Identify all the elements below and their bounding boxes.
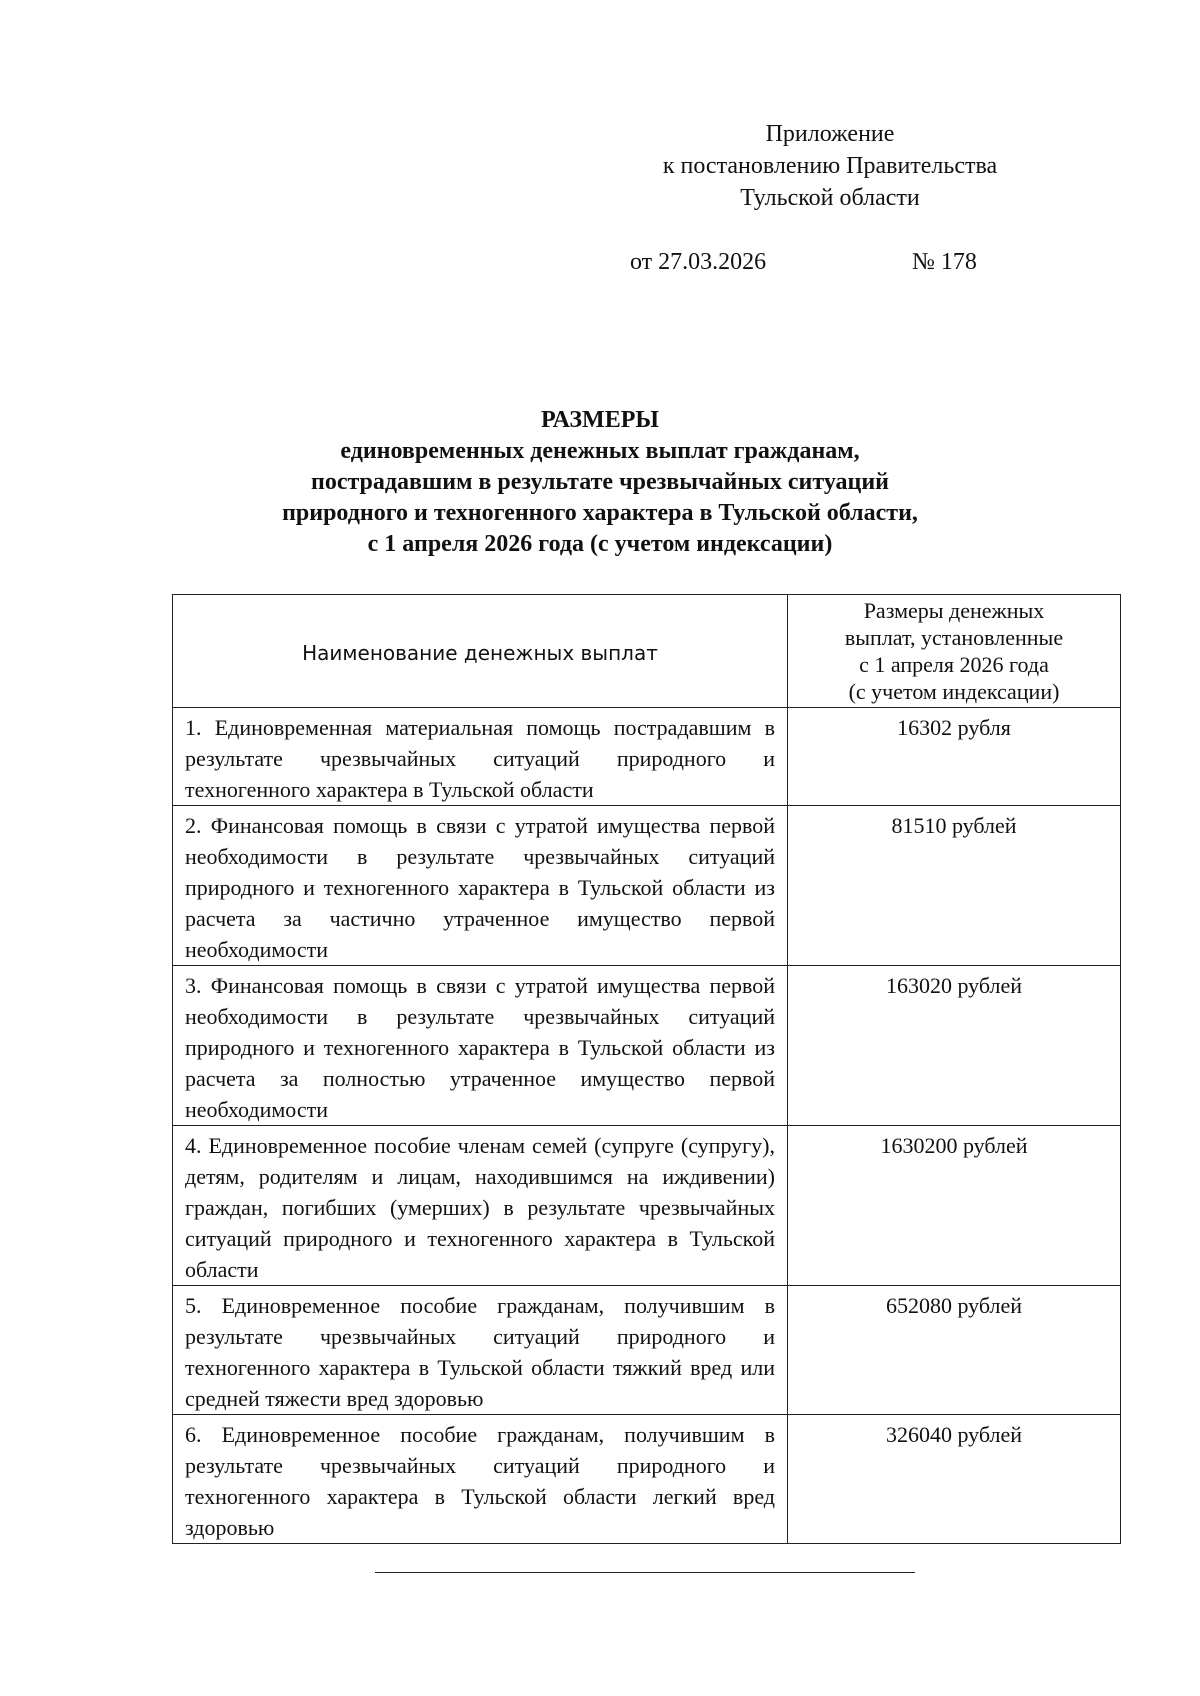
row-1-name: 1. Единовременная материальная помощь пострадавшим в результате чрезвычайных ситуаций природного и техногенного характера в Тульской области bbox=[173, 708, 788, 806]
title-line-3: природного и техногенного характера в Тульской области, bbox=[282, 500, 918, 526]
appendix-line-2: к постановлению Правительства bbox=[662, 153, 998, 179]
row-6-amount: 326040 рублей bbox=[788, 1415, 1121, 1544]
appendix-header bbox=[620, 118, 1040, 214]
row-2-name: 2. Финансовая помощь в связи с утратой имущества первой необходимости в результате чрезвычайных ситуаций природного и техногенного характера в Тульской области из расчета за частично утраченное имущество первой необходимости bbox=[173, 806, 788, 966]
appendix-line-3: Тульской области bbox=[740, 185, 920, 211]
table-row bbox=[173, 1126, 1121, 1286]
header-amount-line-2: выплат, установленные bbox=[844, 625, 1064, 650]
table-row bbox=[173, 966, 1121, 1126]
header-amount bbox=[788, 595, 1121, 708]
title-line-1: единовременных денежных выплат гражданам, bbox=[340, 438, 860, 464]
title-line-4: с 1 апреля 2026 года (с учетом индексации) bbox=[367, 531, 833, 557]
row-3-name: 3. Финансовая помощь в связи с утратой имущества первой необходимости в результате чрезвычайных ситуаций природного и техногенного характера в Тульской области из расчета за полностью утраченное имущество первой необходимости bbox=[173, 966, 788, 1126]
payments-table bbox=[172, 594, 1121, 1544]
table-row bbox=[173, 806, 1121, 966]
row-6-name: 6. Единовременное пособие гражданам, получившим в результате чрезвычайных ситуаций природного и техногенного характера в Тульской области легкий вред здоровью bbox=[173, 1415, 788, 1544]
row-3-amount: 163020 рублей bbox=[788, 966, 1121, 1126]
table-row bbox=[173, 1286, 1121, 1415]
row-5-amount: 652080 рублей bbox=[788, 1286, 1121, 1415]
row-1-amount: 16302 рубля bbox=[788, 708, 1121, 806]
row-4-amount: 1630200 рублей bbox=[788, 1126, 1121, 1286]
title-line-2: пострадавшим в результате чрезвычайных ситуаций bbox=[310, 469, 890, 495]
row-2-amount: 81510 рублей bbox=[788, 806, 1121, 966]
document-number: № 178 bbox=[912, 249, 977, 275]
header-amount-line-1: Размеры денежных bbox=[863, 598, 1045, 623]
end-of-document-line bbox=[375, 1572, 915, 1573]
table-header-row bbox=[173, 595, 1121, 708]
row-4-name: 4. Единовременное пособие членам семей (супруге (супругу), детям, родителям и лицам, находившимся на иждивении) граждан, погибших (умерших) в результате чрезвычайных ситуаций природного и техногенного характера в Тульской области bbox=[173, 1126, 788, 1286]
table-row bbox=[173, 708, 1121, 806]
document-date: от 27.03.2026 bbox=[630, 249, 767, 275]
document-title bbox=[150, 405, 1050, 560]
row-5-name: 5. Единовременное пособие гражданам, получившим в результате чрезвычайных ситуаций природного и техногенного характера в Тульской области тяжкий вред или средней тяжести вред здоровью bbox=[173, 1286, 788, 1415]
header-amount-line-3: с 1 апреля 2026 года bbox=[859, 652, 1049, 677]
appendix-line-1: Приложение bbox=[765, 121, 895, 147]
header-amount-line-4: (с учетом индексации) bbox=[848, 679, 1060, 704]
table-row bbox=[173, 1415, 1121, 1544]
header-name: Наименование денежных выплат bbox=[173, 595, 788, 708]
title-heading: РАЗМЕРЫ bbox=[541, 407, 659, 433]
